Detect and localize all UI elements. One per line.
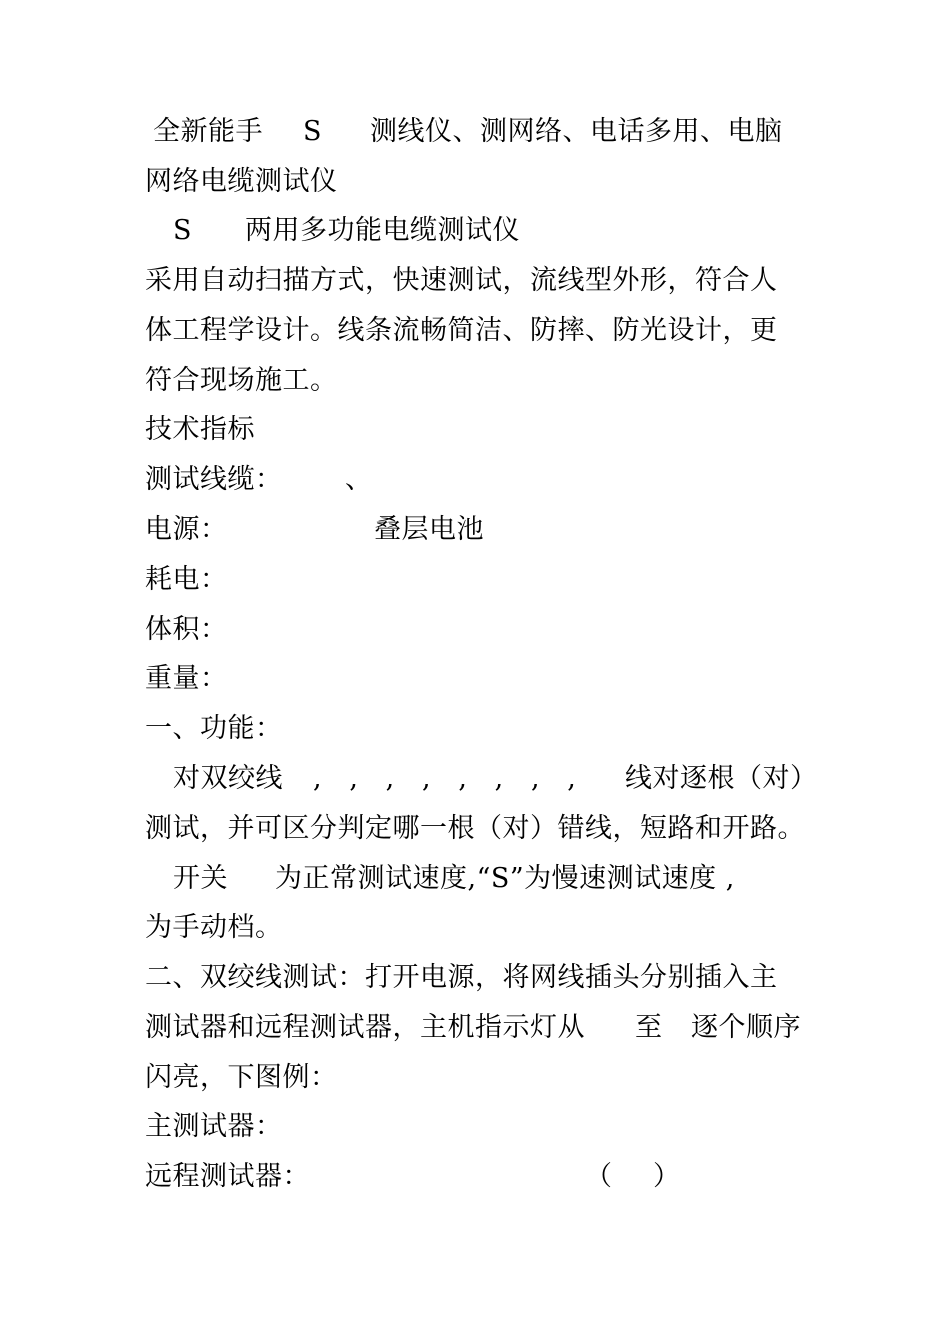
section2-line-1: 二、双绞线测试：打开电源，将网线插头分别插入主 — [145, 962, 778, 993]
paren-close: ） — [653, 1161, 681, 1192]
main-tester-label: 主测试器： — [145, 1111, 283, 1142]
intro-line-3: 符合现场施工。 — [145, 365, 338, 396]
subtitle-part-1: S — [173, 215, 192, 246]
subtitle-part-2: 两用多功能电缆测试仪 — [245, 215, 520, 246]
spec-cable-value: 、 — [345, 464, 373, 495]
section2-line-3: 闪亮，下图例： — [145, 1062, 338, 1093]
spec-cable-label: 测试线缆： — [145, 464, 283, 495]
section1-line3-part2: 为正常测试速度,“S”为慢速测试速度 , — [275, 863, 735, 894]
spec-power-value: 叠层电池 — [374, 514, 484, 545]
section1-heading: 一、功能： — [145, 713, 283, 744]
section2-line2-part2: 至 — [635, 1012, 663, 1043]
section1-line-2: 测试，并可区分判定哪一根（对）错线，短路和开路。 — [145, 813, 805, 844]
paren-open: （ — [585, 1161, 613, 1192]
title-part-2: S — [303, 116, 322, 147]
spec-weight: 重量： — [145, 663, 228, 694]
intro-line-2: 体工程学设计。线条流畅简洁、防摔、防光设计，更 — [145, 315, 778, 346]
section1-line-4: 为手动档。 — [145, 912, 283, 943]
remote-tester-line — [145, 1160, 681, 1330]
remote-tester-label: 远程测试器： — [145, 1161, 310, 1192]
section1-line1-part2: 线对逐根（对） — [625, 763, 818, 794]
section1-line3-part1: 开关 — [173, 863, 228, 894]
title-part-1: 全新能手 — [153, 116, 263, 147]
title-line-2: 网络电缆测试仪 — [145, 166, 338, 197]
section1-line1-commas: , , , , , , , , — [313, 763, 577, 794]
spec-consumption: 耗电： — [145, 564, 228, 595]
section2-line2-part3: 逐个顺序 — [691, 1012, 801, 1043]
specs-heading: 技术指标 — [145, 414, 255, 445]
intro-line-1: 采用自动扫描方式，快速测试，流线型外形，符合人 — [145, 265, 778, 296]
section2-line2-part1: 测试器和远程测试器，主机指示灯从 — [145, 1012, 585, 1043]
title-part-3: 测线仪、测网络、电话多用、电脑 — [370, 116, 783, 147]
spec-volume: 体积： — [145, 614, 228, 645]
spec-power-label: 电源： — [145, 514, 228, 545]
section1-line1-part1: 对双绞线 — [173, 763, 283, 794]
